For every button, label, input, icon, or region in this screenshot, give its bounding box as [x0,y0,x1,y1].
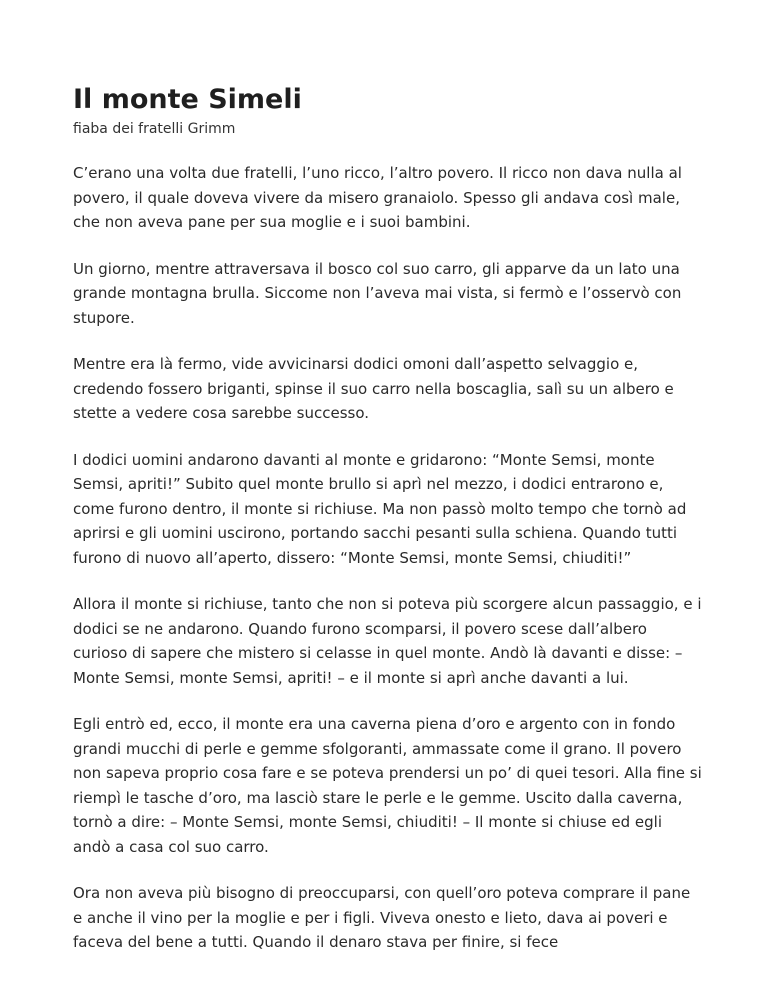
paragraph: Mentre era là fermo, vide avvicinarsi dodici omoni dall’aspetto selvaggio e, credendo fossero briganti, spinse il suo carro nella boscaglia, salì su un albero e stette a vedere cosa sarebbe successo. [73,355,674,422]
paragraph: I dodici uomini andarono davanti al monte e gridarono: “Monte Semsi, monte Semsi, apriti!” Subito quel monte brullo si aprì nel mezzo, i dodici entrarono e, come furono dentro, il monte si richiuse. Ma non passò molto tempo che tornò ad aprirsi e gli uomini uscirono, portando sacchi pesanti sulla schiena. Quando tutti furono di nuovo all’aperto, dissero: “Monte Semsi, monte Semsi, chiuditi!” [73,450,687,567]
paragraph: Ora non aveva più bisogno di preoccuparsi, con quell’oro poteva comprare il pane e anche il vino per la moglie e per i figli. Viveva onesto e lieto, dava ai poveri e faceva del bene a tutti. Quando il denaro stava per finire, si fece [73,884,691,951]
document-subtitle: fiaba dei fratelli Grimm [73,121,236,137]
document-page [73,84,703,977]
document-body [73,161,703,955]
paragraph: C’erano una volta due fratelli, l’uno ricco, l’altro povero. Il ricco non dava nulla al povero, il quale doveva vivere da misero granaiolo. Spesso gli andava così male, che non aveva pane per sua moglie e i suoi bambini. [73,164,682,231]
paragraph: Un giorno, mentre attraversava il bosco col suo carro, gli apparve da un lato una grande montagna brulla. Siccome non l’aveva mai vista, si fermò e l’osservò con stupore. [73,259,682,327]
paragraph: Allora il monte si richiuse, tanto che non si poteva più scorgere alcun passaggio, e i dodici se ne andarono. Quando furono scomparsi, il povero scese dall’albero curioso di sapere che mistero si celasse in quel monte. Andò là davanti e disse: – Monte Semsi, monte Semsi, apriti! – e il monte si aprì anche davanti a lui. [73,595,702,687]
document-title: Il monte Simeli [73,84,302,115]
paragraph: Egli entrò ed, ecco, il monte era una caverna piena d’oro e argento con in fondo grandi mucchi di perle e gemme sfolgoranti, ammassate come il grano. Il povero non sapeva proprio cosa fare e se poteva prendersi un po’ di quei tesori. Alla fine si riempì le tasche d’oro, ma lasciò stare le perle e le gemme. Uscito dalla caverna, tornò a dire: – Monte Semsi, monte Semsi, chiuditi! – Il monte si chiuse ed egli andò a casa col suo carro. [73,715,702,856]
